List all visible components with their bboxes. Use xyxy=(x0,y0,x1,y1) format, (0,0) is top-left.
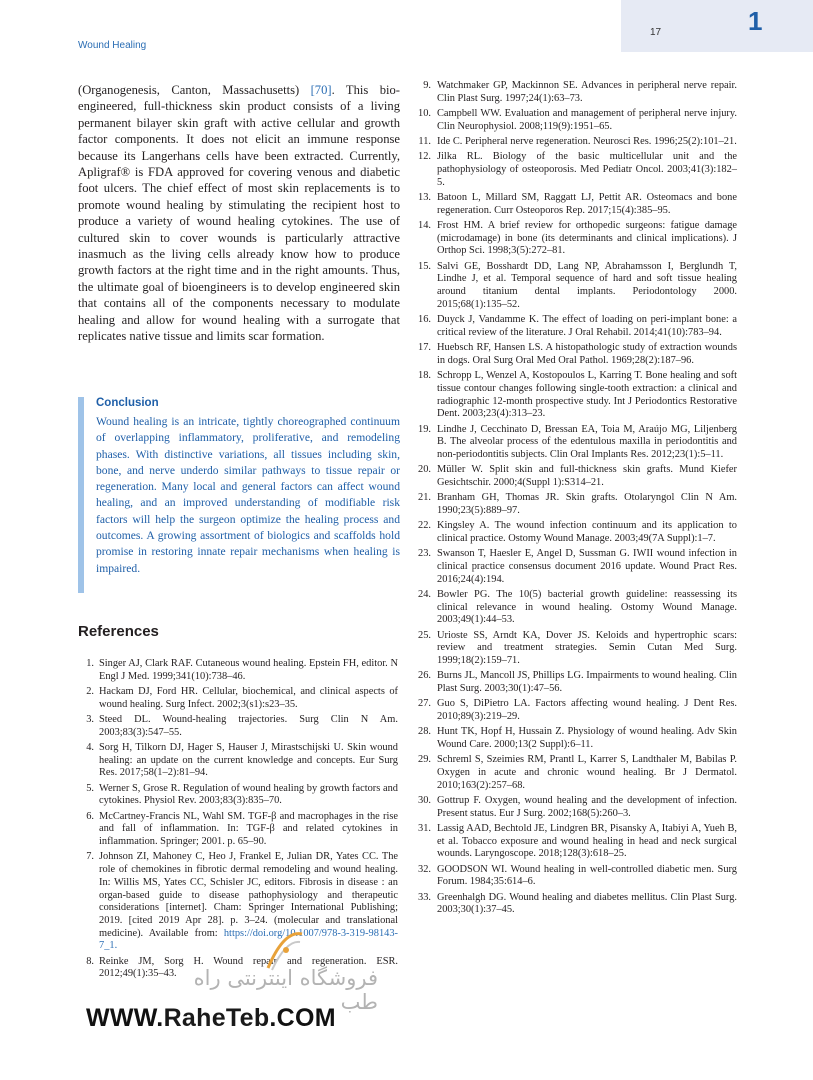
reference-number: 27. xyxy=(418,698,431,710)
reference-item xyxy=(80,658,398,683)
reference-item xyxy=(415,630,737,668)
reference-number: 14. xyxy=(418,220,431,231)
reference-item xyxy=(415,670,737,695)
reference-item xyxy=(415,726,737,751)
reference-number: 15. xyxy=(418,260,431,272)
reference-text: Schreml S, Szeimies RM, Prantl L, Karrer S, Landthaler M, Babilas P. Oxygen in acute and chronic wound healing. Br J Dermatol. 2010;163(2):257–68. xyxy=(437,754,737,791)
reference-number: 10. xyxy=(418,108,431,119)
reference-number: 4. xyxy=(86,742,94,753)
reference-text: Jilka RL. Biology of the basic multicellular unit and the pathophysiology of osteoporosis. Med Pediatr Oncol. 2003;41(3):182–5. xyxy=(437,151,737,188)
reference-item xyxy=(415,370,737,421)
reference-text: Steed DL. Wound-healing trajectories. Surg Clin N Am. 2003;83(3):547–55. xyxy=(99,714,398,738)
reference-number: 3. xyxy=(86,714,94,725)
reference-text: Singer AJ, Clark RAF. Cutaneous wound healing. Epstein FH, editor. N Engl J Med. 1999;341(10):738–46. xyxy=(99,658,398,682)
reference-text: Burns JL, Mancoll JS, Phillips LG. Impairments to wound healing. Clin Plast Surg. 2003;30(1):47–56. xyxy=(437,670,737,695)
reference-item xyxy=(80,851,398,953)
reference-item xyxy=(415,548,737,586)
reference-text: Müller W. Split skin and full-thickness skin grafts. Mund Kiefer Gesichtschir. 2000;4(Suppl 1):S314–21. xyxy=(437,464,737,488)
reference-text: Kingsley A. The wound infection continuum and its application to clinical practice. Ostomy Wound Manage. 2003;49(7A Suppl):1–7. xyxy=(437,520,737,544)
reference-item xyxy=(415,314,737,339)
reference-number: 6. xyxy=(86,810,94,822)
paragraph-start: (Organogenesis, Canton, Massachusetts) xyxy=(78,83,311,97)
reference-text: Greenhalgh DG. Wound healing and diabetes mellitus. Clin Plast Surg. 2003;30(1):37–45. xyxy=(437,891,737,916)
reference-text: Gottrup F. Oxygen, wound healing and the development of infection. Present status. Eur J Surg. 2002;168(5):260–3. xyxy=(437,795,737,819)
reference-item xyxy=(415,464,737,489)
reference-item xyxy=(415,424,737,462)
reference-number: 1. xyxy=(86,658,94,669)
reference-item xyxy=(80,742,398,780)
body-paragraph xyxy=(78,82,400,345)
references-list-right xyxy=(415,80,737,920)
reference-text: Johnson ZI, Mahoney C, Heo J, Frankel E, Julian DR, Yates CC. The role of chemokines in fibrotic dermal remodeling and wound healing. In: Willis MS, Yates CC, Schisler JC, editors. Fibrosis in disease : an organ-based guide to disease pathophysiology and therapeutic considerations [internet]. Cham: Springer International Publishing; 2019. [cited 2019 Apr 28]. p. 3–24. (molecular and translational medicine). Available from: xyxy=(99,851,398,939)
reference-text: Salvi GE, Bosshardt DD, Lang NP, Abrahamsson I, Berglundh T, Lindhe J, et al. Temporal sequence of hard and soft tissue healing around titanium dental implants. Periodontology 2000. 2015;68(1):135–52. xyxy=(437,260,737,310)
reference-number: 26. xyxy=(418,670,431,682)
reference-item xyxy=(80,811,398,849)
reference-number: 8. xyxy=(86,955,94,967)
left-column xyxy=(78,82,400,345)
reference-item xyxy=(80,714,398,739)
reference-text: GOODSON WI. Wound healing in well-controlled diabetic men. Surg Forum. 1984;35:614–6. xyxy=(437,863,737,888)
reference-item xyxy=(415,108,737,133)
watermark xyxy=(78,966,378,1062)
watermark-url xyxy=(86,1004,336,1033)
reference-number: 11. xyxy=(418,136,431,147)
reference-item xyxy=(415,342,737,367)
running-head: Wound Healing xyxy=(78,40,147,51)
reference-item xyxy=(415,589,737,627)
chapter-tab-band xyxy=(621,0,813,52)
reference-number: 2. xyxy=(86,686,94,697)
chapter-number: 1 xyxy=(748,6,763,36)
reference-text: Bowler PG. The 10(5) bacterial growth guideline: reassessing its clinical relevance in wound healing. Ostomy Wound Manage. 2003;49(1):44–53. xyxy=(437,588,737,626)
doi-link[interactable]: https://doi.org/10.1007/978-3-319-98143-7_1. xyxy=(99,927,398,952)
reference-number: 24. xyxy=(418,588,431,600)
watermark-url-prefix: WWW. xyxy=(86,1004,164,1032)
reference-item xyxy=(80,783,398,808)
reference-text: Frost HM. A brief review for orthopedic surgeons: fatigue damage (microdamage) in bone (its determinants and clinical implications). J Orthop Sci. 1998;3(5):272–81. xyxy=(437,220,737,257)
reference-number: 33. xyxy=(418,891,431,903)
reference-number: 31. xyxy=(418,823,431,835)
reference-text: Werner S, Grose R. Regulation of wound healing by growth factors and cytokines. Physiol Rev. 2003;83(3):835–70. xyxy=(99,782,398,807)
reference-text: Branham GH, Thomas JR. Skin grafts. Otolaryngol Clin N Am. 1990;23(5):889–97. xyxy=(437,492,737,516)
reference-text: Lassig AAD, Bechtold JE, Lindgren BR, Pisansky A, Itabiyi A, Yueh B, et al. Tobacco exposure and wound healing in head and neck surgical wounds. Laryngoscope. 2018;128(3):618–25. xyxy=(437,823,737,860)
reference-number: 13. xyxy=(418,192,431,203)
reference-number: 16. xyxy=(418,314,431,326)
citation-link[interactable]: [70] xyxy=(310,83,332,97)
reference-text: Batoon L, Millard SM, Raggatt LJ, Pettit AR. Osteomacs and bone regeneration. Curr Osteoporos Rep. 2017;15(4):385–95. xyxy=(437,192,737,216)
reference-number: 12. xyxy=(418,151,431,163)
reference-number: 20. xyxy=(418,464,431,476)
reference-item xyxy=(415,892,737,917)
reference-item xyxy=(415,151,737,189)
conclusion-text: Wound healing is an intricate, tightly choreographed continuum of overlapping inflammatory, proliferative, and remodeling phases. With distinctive variations, all tissues including skin, bone, and nerve underdo similar pathways to tissue repair or regeneration. Many local and general factors can affect wound healing, and an improved understanding of modifiable risk factors will help the surgeon optimize the healing process and outcomes. A growing assortment of biologics and scaffolds hold promise in restoring innate repair mechanisms when healing is impaired. xyxy=(96,415,400,575)
reference-item xyxy=(415,492,737,517)
reference-item xyxy=(415,823,737,861)
reference-number: 19. xyxy=(418,423,431,435)
reference-number: 30. xyxy=(418,795,431,807)
reference-number: 9. xyxy=(423,80,431,91)
reference-number: 22. xyxy=(418,520,431,532)
watermark-url-suffix: .COM xyxy=(269,1004,336,1032)
reference-item xyxy=(415,864,737,889)
reference-item xyxy=(415,136,737,149)
paragraph-rest: . This bioengineered, full-thickness skin product consists of a living permanent bilayer skin graft with active cellular and growth factor components. It does not elicit an immune response because its Langerhans cells have been extracted. Currently, Apligraf® is FDA approved for covering venous and diabetic foot ulcers. The chief effect of most skin replacements is to promote wound healing by stimulating the recipient host to produce a variety of wound healing cytokines. The use of cultured skin to cover wounds is particularly attractive inasmuch as the living cells already know how to produce growth factors at the right time and in the right amounts. Thus, the ultimate goal of bioengineers is to develop engineered skin that contains all of the components necessary to modulate healing and allow for wound healing with a surrogate that replicates native tissue and limits scar formation. xyxy=(78,83,400,344)
references-heading: References xyxy=(78,623,159,640)
reference-text: Lindhe J, Cecchinato D, Bressan EA, Toia M, Araújo MG, Liljenberg B. The alveolar process of the edentulous maxilla in periodontitis and non-periodontitis subjects. Clin Oral Implants Res. 2012;23(1):5–11. xyxy=(437,423,737,460)
reference-item xyxy=(415,795,737,820)
reference-text: Guo S, DiPietro LA. Factors affecting wound healing. J Dent Res. 2010;89(3):219–29. xyxy=(437,698,737,723)
reference-number: 17. xyxy=(418,342,431,354)
reference-text: Schropp L, Wenzel A, Kostopoulos L, Karring T. Bone healing and soft tissue contour changes following single-tooth extraction: a clinical and radiographic 12-month prospective study. Int J Periodontics Restorative Dent. 2003;23(4):313–23. xyxy=(437,370,737,420)
reference-number: 23. xyxy=(418,548,431,560)
reference-number: 18. xyxy=(418,370,431,382)
reference-text: Hackam DJ, Ford HR. Cellular, biochemical, and clinical aspects of wound healing. Surg Infect. 2002;3(s1):s23–35. xyxy=(99,686,398,710)
reference-item xyxy=(415,754,737,792)
reference-item xyxy=(415,220,737,258)
reference-number: 5. xyxy=(86,782,94,794)
reference-item xyxy=(415,192,737,217)
reference-text: Ide C. Peripheral nerve regeneration. Neurosci Res. 1996;25(2):101–21. xyxy=(437,136,737,147)
reference-item xyxy=(415,80,737,105)
reference-number: 28. xyxy=(418,726,431,738)
reference-item xyxy=(415,520,737,545)
page-number: 17 xyxy=(650,27,662,38)
reference-text: McCartney-Francis NL, Wahl SM. TGF-β and macrophages in the rise and fall of inflammation. In: TGF-β and related cytokines in inflammation. Springer; 2001. p. 65–90. xyxy=(99,810,398,848)
reference-number: 32. xyxy=(418,863,431,875)
conclusion-title: Conclusion xyxy=(96,397,159,409)
reference-item xyxy=(80,686,398,711)
reference-number: 21. xyxy=(418,492,431,504)
reference-item xyxy=(415,261,737,312)
reference-text: Huebsch RF, Hansen LS. A histopathologic study of extraction wounds in dogs. Oral Surg Oral Med Oral Pathol. 1969;28(2):187–96. xyxy=(437,342,737,366)
reference-text: Urioste SS, Arndt KA, Dover JS. Keloids and hypertrophic scars: review and treatment strategies. Semin Cutan Med Surg. 1999;18(2):159–71. xyxy=(437,629,737,667)
watermark-persian-text: فروشگاه اینترنتی راه طب xyxy=(193,966,378,1014)
reference-item xyxy=(415,698,737,723)
reference-number: 25. xyxy=(418,629,431,641)
reference-text: Campbell WW. Evaluation and management of peripheral nerve injury. Clin Neurophysiol. 2008;119(9):1951–65. xyxy=(437,108,737,132)
watermark-url-brand: RaheTeb xyxy=(163,1004,270,1032)
reference-text: Swanson T, Haesler E, Angel D, Sussman G. IWII wound infection in clinical practice consensus document 2016 update. Wound Pract Res. 2016;24(4):194. xyxy=(437,548,737,585)
reference-text: Sorg H, Tilkorn DJ, Hager S, Hauser J, Mirastschijski U. Skin wound healing: an update on the current knowledge and concepts. Eur Surg Res. 2017;58(1–2):81–94. xyxy=(99,742,398,779)
reference-text: Hunt TK, Hopf H, Hussain Z. Physiology of wound healing. Adv Skin Wound Care. 2000;13(2 Suppl):6–11. xyxy=(437,726,737,751)
reference-text: Duyck J, Vandamme K. The effect of loading on peri-implant bone: a critical review of the literature. J Oral Rehabil. 2014;41(10):783–94. xyxy=(437,314,737,338)
reference-text: Reinke JM, Sorg H. Wound repair and regeneration. ESR. 2012;49(1):35–43. xyxy=(99,955,398,980)
reference-number: 7. xyxy=(86,851,94,863)
references-list-left xyxy=(80,658,398,984)
reference-number: 29. xyxy=(418,754,431,766)
conclusion-box xyxy=(78,397,400,593)
reference-text: Watchmaker GP, Mackinnon SE. Advances in peripheral nerve repair. Clin Plast Surg. 1997;24(1):63–73. xyxy=(437,80,737,104)
